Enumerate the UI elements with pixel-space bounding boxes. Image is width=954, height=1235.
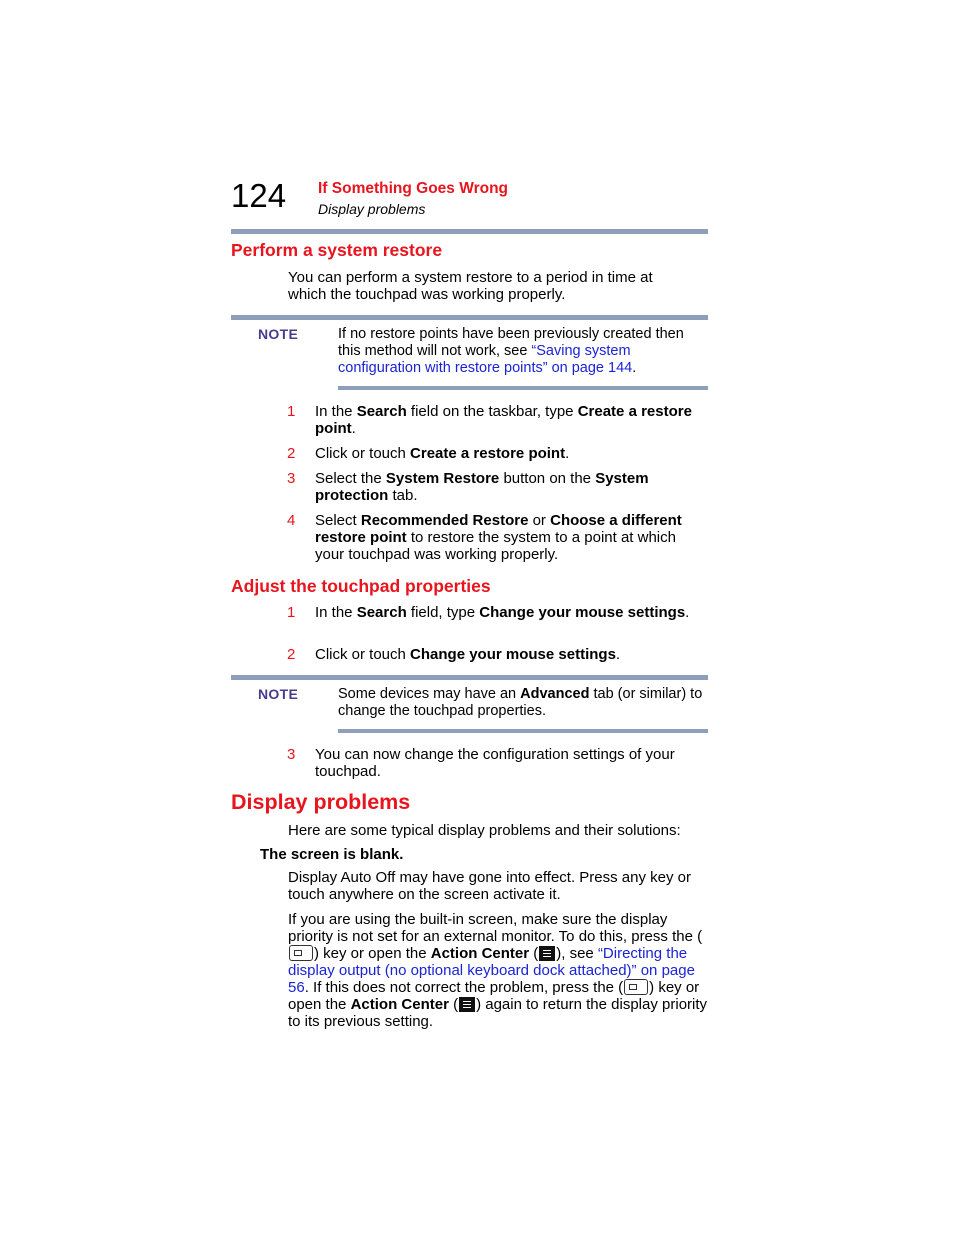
- restore-step-1-num: 1: [287, 403, 296, 420]
- touchpad-step-2: [315, 646, 705, 663]
- para-text: (: [448, 996, 459, 1013]
- chapter-title: If Something Goes Wrong: [318, 180, 509, 197]
- step-text: Click or touch: [315, 646, 411, 663]
- restore-step-4-num: 4: [287, 512, 296, 529]
- step-text: or: [528, 512, 551, 529]
- para-text: ) key or open the: [314, 945, 431, 962]
- restore-intro: You can perform a system restore to a period in time at which the touchpad was working properly.: [288, 269, 653, 303]
- note1-link[interactable]: “Saving system configuration with restore points” on page 144: [338, 343, 633, 376]
- para-text: . If this does not correct the problem, press the (: [304, 979, 624, 996]
- note1-text-after: .: [632, 360, 637, 376]
- step-text: .: [351, 420, 356, 437]
- restore-step-2-num: 2: [287, 445, 296, 462]
- note1-top-rule: [231, 315, 708, 320]
- touchpad-step-3-num: 3: [287, 746, 296, 763]
- step-bold: Choose a different restore point: [315, 512, 682, 546]
- step-text: Click or touch: [315, 445, 411, 462]
- note2-bottom-rule: [338, 729, 708, 733]
- step-text: to restore the system to a point at which your touchpad was working properly.: [315, 529, 676, 563]
- step-bold: Create a restore point: [410, 445, 566, 462]
- para-text: ) again to return the display priority to its previous setting.: [288, 996, 708, 1030]
- action-center-icon: [459, 997, 475, 1012]
- restore-heading: Perform a system restore: [231, 240, 443, 260]
- step-text: tab.: [388, 487, 418, 504]
- step-text: button on the: [499, 470, 596, 487]
- step-text: .: [565, 445, 570, 462]
- note2-label: NOTE: [258, 686, 299, 702]
- note-bold: Advanced: [520, 686, 590, 702]
- restore-step-4: [315, 512, 707, 563]
- touchpad-step-3: You can now change the configuration settings of your touchpad.: [315, 746, 675, 780]
- restore-step-1: [315, 403, 695, 437]
- step-bold: Change your mouse settings: [410, 646, 616, 663]
- action-center-label: Action Center: [430, 945, 530, 962]
- note2-text: [338, 686, 704, 720]
- step-text: field on the taskbar, type: [406, 403, 578, 420]
- restore-step-3: [315, 470, 695, 504]
- note1-text-before: If no restore points have been previously created then this method will not work, see: [338, 326, 684, 359]
- touchpad-heading: Adjust the touchpad properties: [231, 576, 491, 596]
- para-text: ) key or open the: [288, 979, 700, 1013]
- touchpad-step-2-num: 2: [287, 646, 296, 663]
- note-text-part: tab (or similar) to change the touchpad properties.: [338, 686, 703, 719]
- touchpad-step-1-num: 1: [287, 604, 296, 621]
- step-bold: Search: [356, 604, 407, 621]
- restore-step-2: [315, 445, 705, 462]
- action-center-icon: [539, 946, 555, 961]
- display-para2: [288, 911, 708, 1030]
- step-bold: Recommended Restore: [360, 512, 529, 529]
- para-text: ), see: [556, 945, 598, 962]
- note1-label: NOTE: [258, 326, 299, 342]
- section-subtitle: Display problems: [318, 201, 426, 217]
- step-bold: System protection: [315, 470, 649, 504]
- display-para1: Display Auto Off may have gone into effect. Press any key or touch anywhere on the screen activate it.: [288, 869, 691, 903]
- step-text: Select the: [315, 470, 386, 487]
- note1-text: [338, 326, 698, 377]
- step-text: .: [615, 646, 621, 663]
- display-heading: Display problems: [231, 790, 411, 814]
- touchpad-step-1: [315, 604, 695, 621]
- action-center-label: Action Center: [350, 996, 449, 1013]
- note1-bottom-rule: [338, 386, 708, 390]
- note-text-part: Some devices may have an: [338, 686, 521, 702]
- step-bold: System Restore: [385, 470, 500, 487]
- display-intro: Here are some typical display problems and their solutions:: [288, 822, 681, 839]
- step-text: In the: [315, 403, 357, 420]
- note2-top-rule: [231, 675, 708, 680]
- step-bold: Create a restore point: [315, 403, 692, 437]
- para-text: (: [529, 945, 539, 962]
- step-text: field, type: [406, 604, 480, 621]
- display-key-icon: [624, 979, 648, 995]
- step-bold: Search: [356, 403, 407, 420]
- display-key-icon: [289, 945, 313, 961]
- step-bold: Change your mouse settings: [479, 604, 686, 621]
- header-rule: [231, 229, 708, 234]
- page-number: 124: [231, 177, 287, 214]
- step-text: In the: [315, 604, 357, 621]
- step-text: Select: [315, 512, 361, 529]
- step-text: .: [685, 604, 690, 621]
- restore-step-3-num: 3: [287, 470, 296, 487]
- para-text: If you are using the built-in screen, make sure the display priority is not set for an external monitor. To do this, press the (: [288, 911, 703, 945]
- display-output-link[interactable]: “Directing the display output (no optional keyboard dock attached)” on page 56: [288, 945, 695, 996]
- display-subheading: The screen is blank.: [260, 846, 404, 863]
